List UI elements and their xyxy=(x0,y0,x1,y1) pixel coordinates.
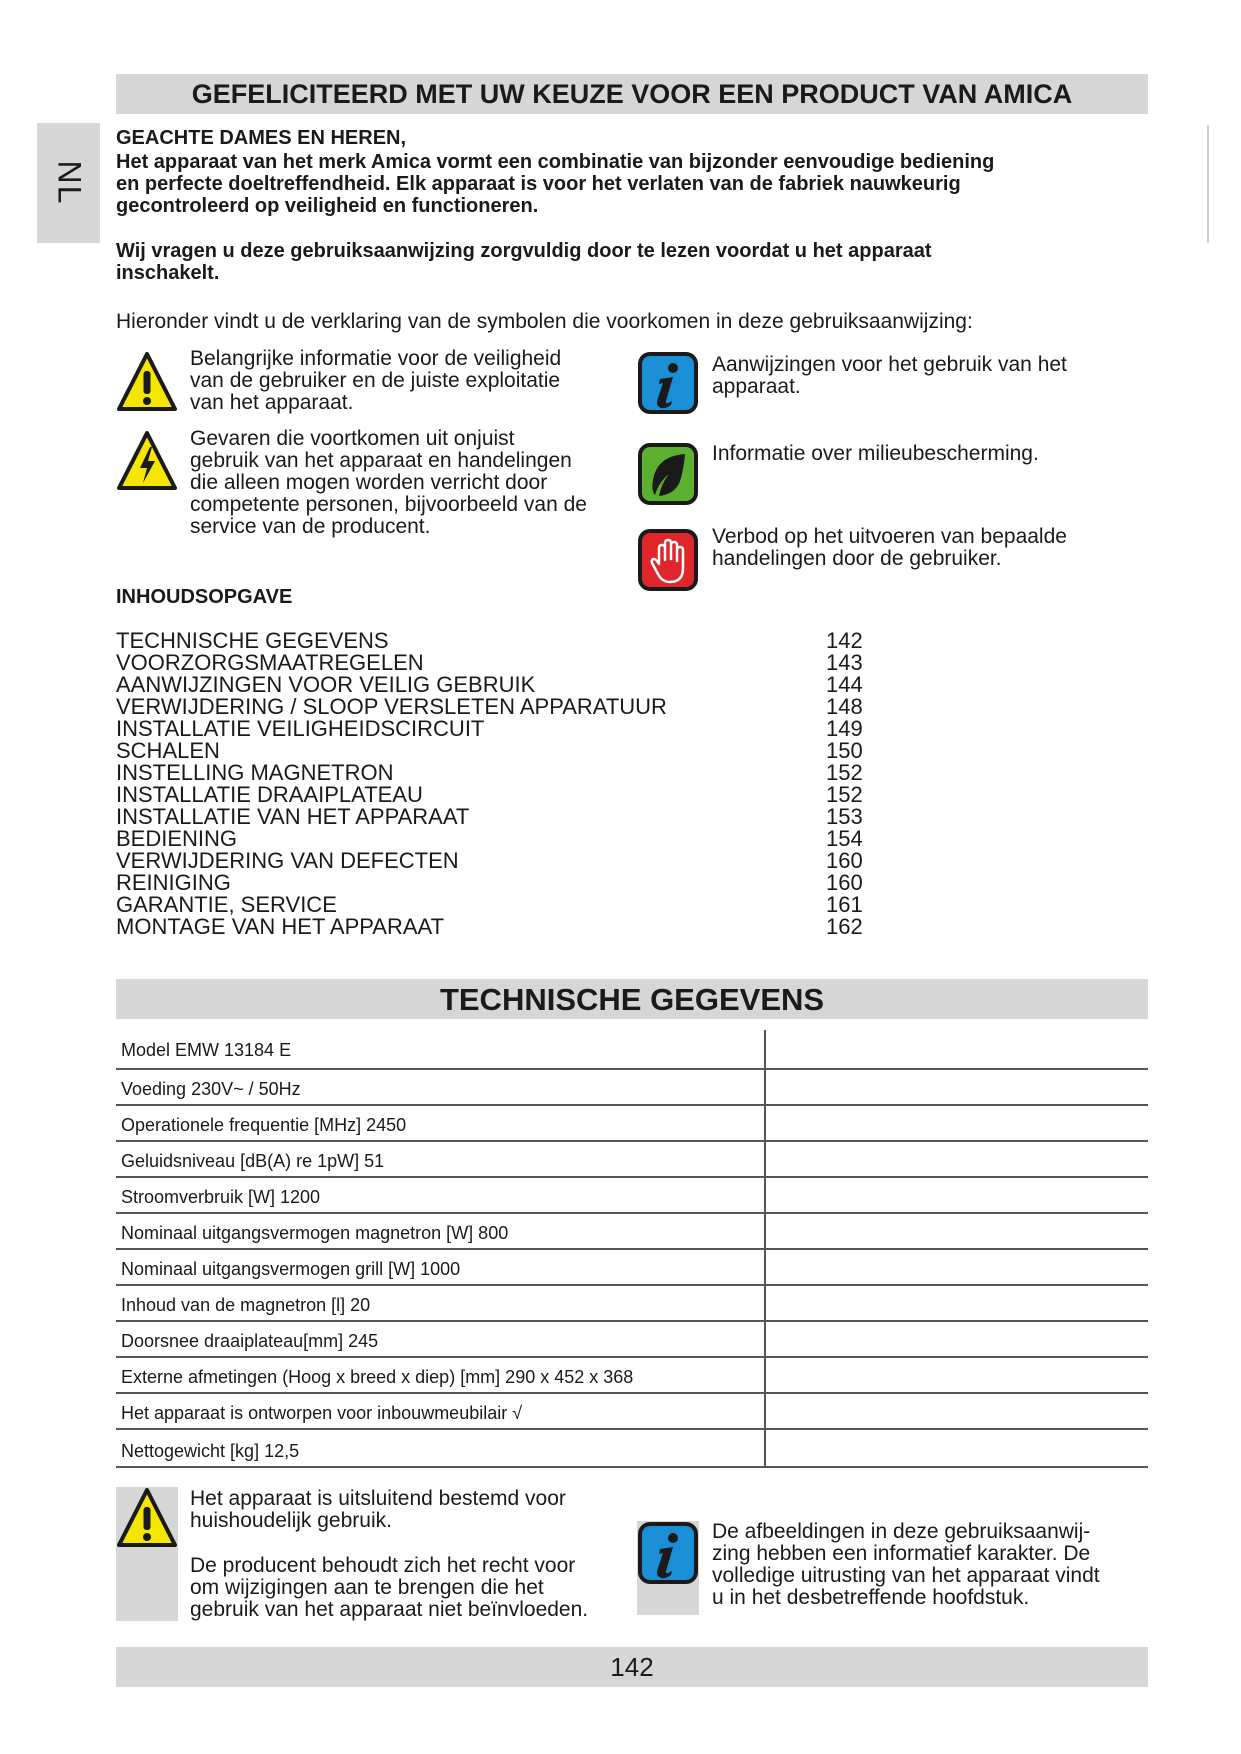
note-info-line-3: volledige uitrusting van het apparaat vindt xyxy=(712,1564,1100,1587)
toc-entry-page: 149 xyxy=(826,716,863,741)
eco-desc-1: Informatie over milieubescherming. xyxy=(712,442,1039,465)
note-warning-2-line-1: De producent behoudt zich het recht voor xyxy=(190,1554,576,1577)
warning-desc-1: Belangrijke informatie voor de veiligheid xyxy=(190,347,562,370)
toc-entry[interactable] xyxy=(116,784,876,806)
prohibited-desc-2: handelingen door de gebruiker. xyxy=(712,547,1002,570)
toc-entry-page: 143 xyxy=(826,650,863,675)
table-row xyxy=(116,1142,1148,1178)
hand-stop-icon xyxy=(637,528,699,592)
note-info-line-2: zing hebben een informatief karakter. De xyxy=(712,1542,1091,1565)
intro-line-2: en perfecte doeltreffendheid. Elk apparaat is voor het verlaten van de fabriek nauwkeurig xyxy=(116,173,961,195)
toc-entry[interactable] xyxy=(116,718,876,740)
spec-cell: Voeding 230V~ / 50Hz xyxy=(121,1079,301,1099)
greeting: GEACHTE DAMES EN HEREN, xyxy=(116,127,407,149)
warning-desc-2: van de gebruiker en de juiste exploitatie xyxy=(190,369,561,392)
toc-entry[interactable] xyxy=(116,762,876,784)
toc-entry[interactable] xyxy=(116,652,876,674)
intro-line-1: Het apparaat van het merk Amica vormt een combinatie van bijzonder eenvoudige bediening xyxy=(116,151,995,173)
table-row xyxy=(116,1430,1148,1468)
spec-cell: Nominaal uitgangsvermogen magnetron [W] 800 xyxy=(121,1223,509,1243)
spec-cell: Inhoud van de magnetron [l] 20 xyxy=(121,1295,371,1315)
toc-entry-label: INSTALLATIE VAN HET APPARAAT xyxy=(116,804,470,829)
toc-entry-label: VERWIJDERING VAN DEFECTEN xyxy=(116,848,459,873)
table-row xyxy=(116,1030,1148,1070)
note-warning-2-line-2: om wijzigingen aan te brengen die het xyxy=(190,1576,544,1599)
leaf-eco-icon xyxy=(637,442,699,506)
spec-cell: Geluidsniveau [dB(A) re 1pW] 51 xyxy=(121,1151,385,1171)
toc-title: INHOUDSOPGAVE xyxy=(116,586,293,608)
table-row xyxy=(116,1322,1148,1358)
spec-cell: Operationele frequentie [MHz] 2450 xyxy=(121,1115,407,1135)
toc-entry-page: 152 xyxy=(826,760,863,785)
table-row xyxy=(116,1070,1148,1106)
toc-entry-label: VERWIJDERING / SLOOP VERSLETEN APPARATUUR xyxy=(116,694,667,719)
toc-entry-page: 150 xyxy=(826,738,863,763)
toc-entry[interactable] xyxy=(116,630,876,652)
info-desc-2: apparaat. xyxy=(712,375,801,398)
spec-cell: Externe afmetingen (Hoog x breed x diep) [mm] 290 x 452 x 368 xyxy=(121,1367,634,1387)
note-warning-1-line-2: huishoudelijk gebruik. xyxy=(190,1509,392,1532)
spec-cell: Nominaal uitgangsvermogen grill [W] 1000 xyxy=(121,1259,461,1279)
electric-desc-4: competente personen, bijvoorbeeld van de xyxy=(190,493,587,516)
toc-entry[interactable] xyxy=(116,696,876,718)
spec-cell: Model EMW 13184 E xyxy=(121,1040,292,1060)
toc-entry-page: 144 xyxy=(826,672,863,697)
note-warning-1-line-1: Het apparaat is uitsluitend bestemd voor xyxy=(190,1487,566,1510)
language-tab-label: NL xyxy=(51,160,87,206)
symbols-intro: Hieronder vindt u de verklaring van de symbolen die voorkomen in deze gebruiksaanwijzing: xyxy=(116,310,973,333)
intro-line-3: gecontroleerd op veiligheid en functioneren. xyxy=(116,195,539,217)
toc-entry-page: 148 xyxy=(826,694,863,719)
toc-entry-label: REINIGING xyxy=(116,870,231,895)
toc-entry[interactable] xyxy=(116,740,876,762)
toc-entry-page: 162 xyxy=(826,914,863,939)
toc-entry-label: VOORZORGSMAATREGELEN xyxy=(116,650,424,675)
toc-entry-label: GARANTIE, SERVICE xyxy=(116,892,337,917)
table-row xyxy=(116,1106,1148,1142)
note-info-line-4: u in het desbetreffende hoofdstuk. xyxy=(712,1586,1030,1609)
page-number: 142 xyxy=(116,1647,1148,1687)
info-icon xyxy=(637,351,699,415)
toc-entry-label: INSTALLATIE VEILIGHEIDSCIRCUIT xyxy=(116,716,485,741)
toc-entry-page: 160 xyxy=(826,870,863,895)
electric-desc-1: Gevaren die voortkomen uit onjuist xyxy=(190,427,515,450)
table-row xyxy=(116,1214,1148,1250)
toc-entry[interactable] xyxy=(116,828,876,850)
language-tab xyxy=(37,123,100,243)
table-row xyxy=(116,1394,1148,1430)
toc-entry[interactable] xyxy=(116,674,876,696)
page-edge-line xyxy=(1207,125,1209,243)
note-info-line-1: De afbeeldingen in deze gebruiksaanwij- xyxy=(712,1520,1091,1543)
toc-entry-label: AANWIJZINGEN VOOR VEILIG GEBRUIK xyxy=(116,672,536,697)
toc-entry-label: INSTALLATIE DRAAIPLATEAU xyxy=(116,782,423,807)
table-row xyxy=(116,1250,1148,1286)
toc-entry-page: 142 xyxy=(826,628,863,653)
toc-entry-label: SCHALEN xyxy=(116,738,220,763)
electric-desc-2: gebruik van het apparaat en handelingen xyxy=(190,449,572,472)
table-row xyxy=(116,1178,1148,1214)
toc-entry-page: 154 xyxy=(826,826,863,851)
tech-section-title: TECHNISCHE GEGEVENS xyxy=(116,979,1148,1019)
toc-entry-label: BEDIENING xyxy=(116,826,238,851)
toc-entry-page: 160 xyxy=(826,848,863,873)
warning-desc-3: van het apparaat. xyxy=(190,391,354,414)
toc-entry[interactable] xyxy=(116,894,876,916)
request-line-2: inschakelt. xyxy=(116,262,220,284)
info-icon xyxy=(637,1521,699,1585)
electric-desc-3: die alleen mogen worden verricht door xyxy=(190,471,548,494)
table-row xyxy=(116,1286,1148,1322)
spec-cell: Nettogewicht [kg] 12,5 xyxy=(121,1441,300,1461)
page-header-title: GEFELICITEERD MET UW KEUZE VOOR EEN PRODUCT VAN AMICA xyxy=(116,74,1148,114)
spec-cell: Het apparaat is ontworpen voor inbouwmeubilair √ xyxy=(121,1403,523,1423)
info-desc-1: Aanwijzingen voor het gebruik van het xyxy=(712,353,1067,376)
prohibited-desc-1: Verbod op het uitvoeren van bepaalde xyxy=(712,525,1067,548)
toc-entry-label: INSTELLING MAGNETRON xyxy=(116,760,394,785)
toc-entry[interactable] xyxy=(116,806,876,828)
electric-desc-5: service van de producent. xyxy=(190,515,431,538)
toc-entry[interactable] xyxy=(116,916,876,938)
toc-entry-page: 161 xyxy=(826,892,863,917)
note-warning-2-line-3: gebruik van het apparaat niet beïnvloeden. xyxy=(190,1598,589,1621)
toc-entry-label: MONTAGE VAN HET APPARAAT xyxy=(116,914,445,939)
toc-entry-page: 152 xyxy=(826,782,863,807)
spec-cell: Doorsnee draaiplateau[mm] 245 xyxy=(121,1331,379,1351)
table-row xyxy=(116,1358,1148,1394)
request-line-1: Wij vragen u deze gebruiksaanwijzing zorgvuldig door te lezen voordat u het apparaat xyxy=(116,240,932,262)
warning-icon xyxy=(116,351,178,415)
toc-entry[interactable] xyxy=(116,850,876,872)
warning-icon xyxy=(116,1487,178,1551)
electric-hazard-icon xyxy=(116,430,178,494)
toc-entry-label: TECHNISCHE GEGEVENS xyxy=(116,628,389,653)
spec-cell: Stroomverbruik [W] 1200 xyxy=(121,1187,321,1207)
toc-entry[interactable] xyxy=(116,872,876,894)
toc-entry-page: 153 xyxy=(826,804,863,829)
